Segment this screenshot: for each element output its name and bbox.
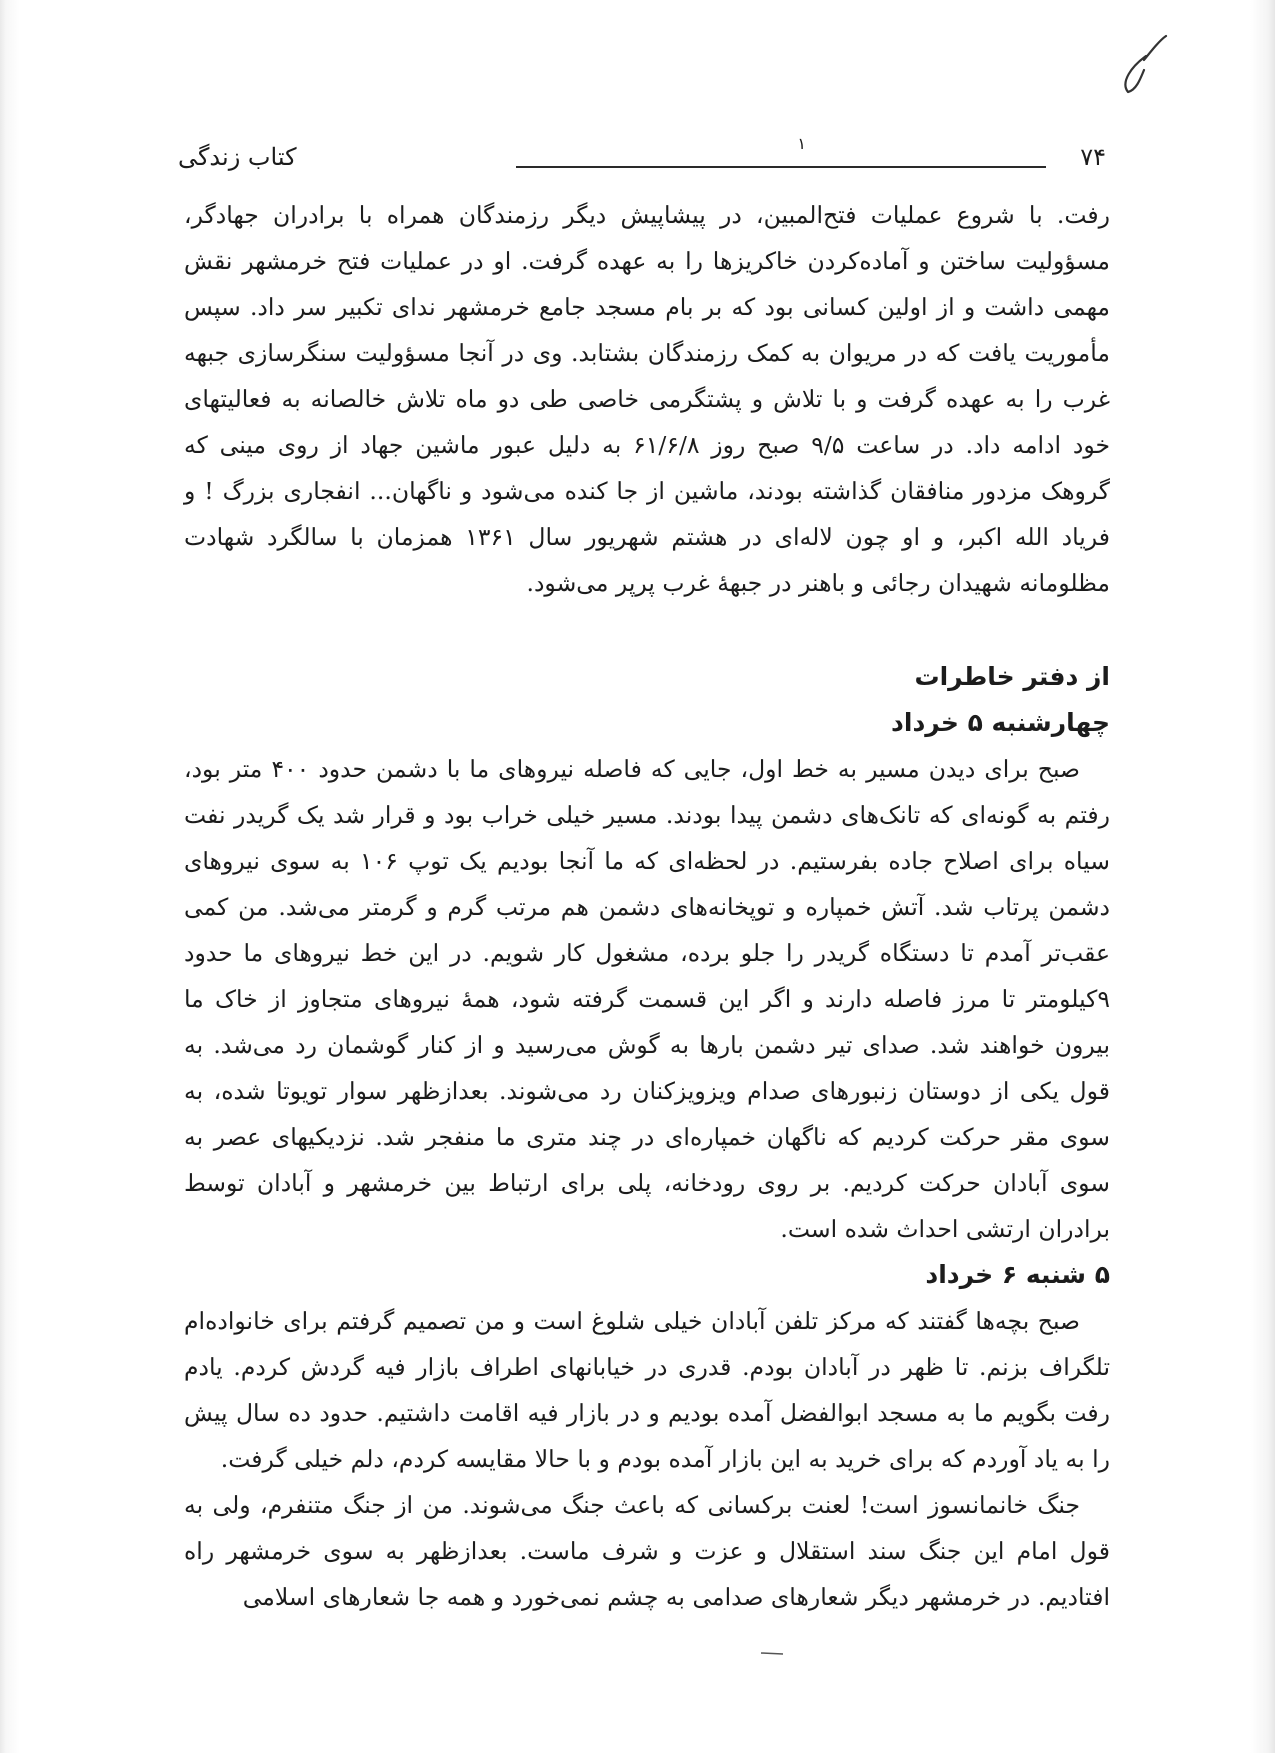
entry-2-paragraph-2: جنگ خانمانسوز است! لعنت برکسانی که باعث جنگ می‌شوند. من از جنگ متنفرم، ولی به قول امام این جنگ سند استقلال و عزت و شرف ماست. بعدازظهر به سوی خرمشهر راه افتادیم. در خرمشهر دیگر شعارهای صدامی به چشم نمی‌خورد و همه جا شعارهای اسلامی <box>184 1491 1110 1611</box>
entry-1-paragraph-1: صبح برای دیدن مسیر به خط اول، جایی که فاصله نیروهای ما با دشمن حدود ۴۰۰ متر بود، رفتم به گونه‌ای که تانک‌های دشمن پیدا بودند. مسیر خیلی خراب بود و قرار شد یک گریدر نفت سیاه برای اصلاح جاده بفرستیم. در لحظه‌ای که ما آنجا بودیم یک توپ ۱۰۶ به سوی نیروهای دشمن پرتاب شد. آتش خمپاره و توپخانه‌های دشمن هم مرتب گرم و گرمتر می‌شد. من کمی عقب‌تر آمدم تا دستگاه گریدر را جلو برده، مشغول کار شویم. در این خط نیروهای ما حدود ۹کیلومتر تا مرز فاصله دارند و اگر این قسمت گرفته شود، همهٔ نیروهای متجاوز از خاک ما بیرون خواهند شد. صدای تیر دشمن بارها به گوش می‌رسید و از کنار گوشمان رد می‌شد. به قول یکی از دوستان زنبورهای صدام ویزویزکنان رد می‌شوند. بعدازظهر سوار تویوتا شده، به سوی مقر حرکت کردیم که ناگهان خمپاره‌ای در چند متری ما منفجر شد. نزدیکیهای عصر به سوی آبادان حرکت کردیم. بر روی رودخانه، پلی برای ارتباط بین خرمشهر و آبادان توسط برادران ارتشی احداث شده است. <box>184 755 1111 1243</box>
page-number: ۷۴ <box>1080 143 1106 171</box>
section-title: از دفتر خاطرات <box>914 662 1110 691</box>
entry-date-1: چهارشنبه ۵ خرداد <box>891 708 1110 737</box>
entry-2-paragraph-1: صبح بچه‌ها گفتند که مرکز تلفن آبادان خیلی شلوغ است و من تصمیم گرفتم برای خانواده‌ام تلگراف بزنم. تا ظهر در آبادان بودم. قدری در خیابانهای اطراف بازار فیه گردش کردم. یادم رفت بگویم ما به مسجد ابوالفضل آمده بودیم و در بازار فیه اقامت داشتیم. حدود ده سال پیش را به یاد آوردم که برای خرید به این بازار آمده بودم و با حالا مقایسه کردم، دلم خیلی گرفت. <box>184 1307 1110 1473</box>
intro-paragraph: رفت. با شروع عملیات فتح‌المبین، در پیشاپیش دیگر رزمندگان همراه با برادران جهادگر، مسؤولیت ساختن و آماده‌کردن خاکریزها را به عهده گرفت. او در عملیات فتح خرمشهر نقش مهمی داشت و از اولین کسانی بود که بر بام مسجد جامع خرمشهر ندای تکبیر سر داد. سپس مأموریت یافت که در مریوان به کمک رزمندگان بشتابد. وی در آنجا مسؤولیت سنگرسازی جبهه غرب را به عهده گرفت و با تلاش و پشتگرمی خاصی طی دو ماه تلاش خالصانه به فعالیتهای خود ادامه داد. در ساعت ۹/۵ صبح روز ۶۱/۶/۸ به دلیل عبور ماشین جهاد از روی مینی که گروهک مزدور منافقان گذاشته بودند، ماشین از جا کنده می‌شود و ناگهان... انفجاری بزرگ ! و فریاد الله اکبر، و او چون لاله‌ای در هشتم شهریور سال ۱۳۶۱ همزمان با سالگرد شهادت مظلومانه شهیدان رجائی و باهنر در جبههٔ غرب پرپر می‌شود. <box>184 201 1111 597</box>
entry-date-2: ۵ شنبه ۶ خرداد <box>925 1260 1110 1289</box>
body-text <box>184 192 1110 1620</box>
chapter-number: ۱ <box>797 134 806 153</box>
section-gap <box>184 606 1110 654</box>
handwritten-check-mark-icon <box>1118 30 1178 100</box>
scan-dash-mark-icon <box>760 1650 784 1656</box>
header-rule <box>516 166 1046 168</box>
page-header <box>178 134 1106 182</box>
book-title: کتاب زندگی <box>178 143 297 171</box>
